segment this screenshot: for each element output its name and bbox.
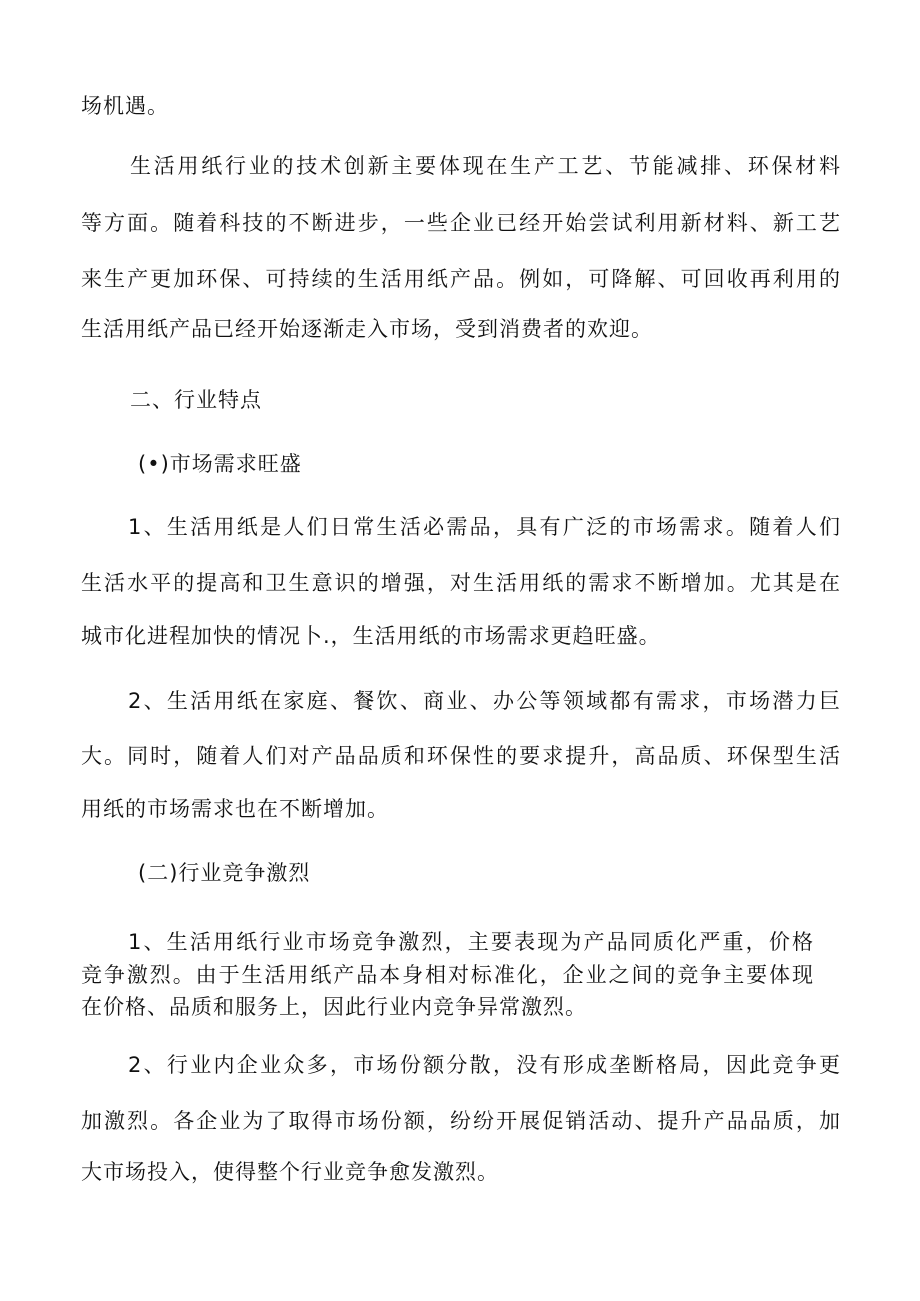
paragraph-line: 生活水平的提高和卫生意识的增强，对生活用纸的需求不断增加。尤其是在 bbox=[81, 571, 841, 595]
paragraph-line: 来生产更加环保、可持续的生活用纸产品。例如，可降解、可回收再利用的 bbox=[81, 267, 841, 291]
subsection-heading: (•)市场需求旺盛 bbox=[138, 452, 302, 476]
paragraph-line: 1、生活用纸行业市场竞争激烈，主要表现为产品同质化严重，价格 bbox=[128, 930, 814, 954]
paragraph-line: 生活用纸行业的技术创新主要体现在生产工艺、节能减排、环保材料 bbox=[130, 154, 841, 178]
paragraph-line: 大市场投入，使得整个行业竞争愈发激烈。 bbox=[81, 1160, 499, 1184]
paragraph-line: 场机遇。 bbox=[81, 94, 169, 118]
paragraph-line: 加激烈。各企业为了取得市场份额，纷纷开展促销活动、提升产品品质，加 bbox=[81, 1109, 841, 1133]
section-heading: 二、行业特点 bbox=[130, 388, 262, 412]
paragraph-line: 2、行业内企业众多，市场份额分散，没有形成垄断格局，因此竞争更 bbox=[128, 1053, 841, 1077]
paragraph-line: 城市化进程加快的情况卜.，生活用纸的市场需求更趋旺盛。 bbox=[81, 624, 661, 648]
paragraph-line: 在价格、品质和服务上，因此行业内竞争异常激烈。 bbox=[81, 995, 587, 1019]
paragraph-line: 竞争激烈。由于生活用纸产品本身相对标准化，企业之间的竞争主要体现 bbox=[81, 963, 814, 987]
paragraph-line: 1、生活用纸是人们日常生活必需品，具有广泛的市场需求。随着人们 bbox=[128, 515, 841, 539]
paragraph-line: 生活用纸产品已经开始逐渐走入市场，受到消费者的欢迎。 bbox=[81, 317, 653, 341]
paragraph-line: 用纸的市场需求也在不断增加。 bbox=[81, 797, 389, 821]
paragraph-line: 2、生活用纸在家庭、餐饮、商业、办公等领域都有需求，市场潜力巨 bbox=[128, 689, 841, 713]
subsection-heading: (二)行业竞争激烈 bbox=[138, 861, 311, 885]
paragraph-line: 大。同时，随着人们对产品品质和环保性的要求提升，高品质、环保型生活 bbox=[81, 744, 841, 768]
paragraph-line: 等方面。随着科技的不断进步，一些企业已经开始尝试利用新材料、新工艺 bbox=[81, 211, 841, 235]
